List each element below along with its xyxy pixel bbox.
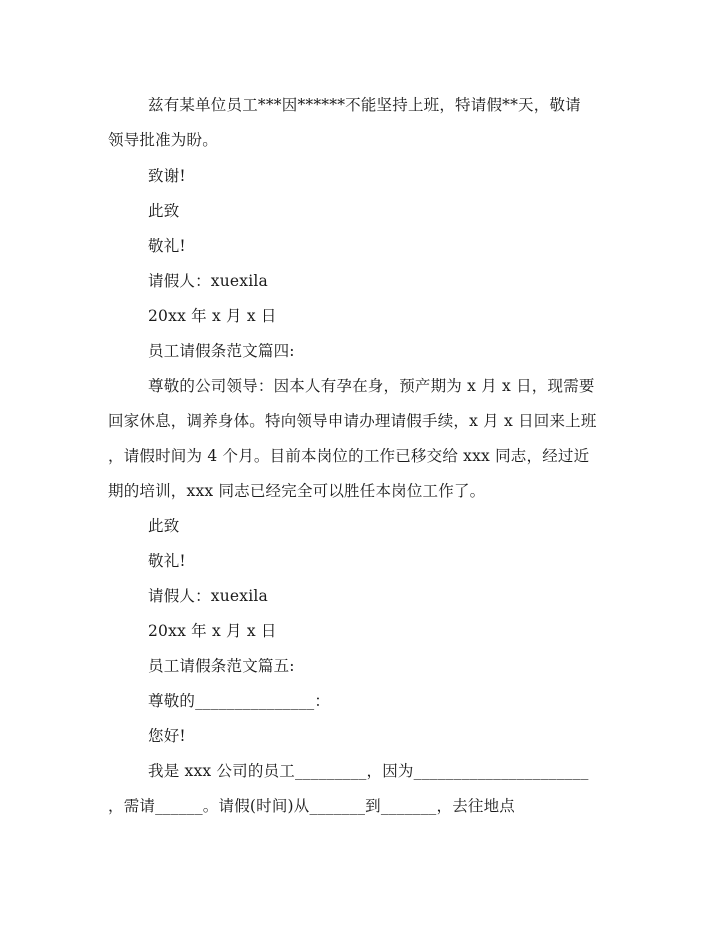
section-heading: 员工请假条范文篇五: xyxy=(148,657,295,675)
paragraph-line: 敬礼! xyxy=(148,237,186,255)
paragraph-line: 此致 xyxy=(148,517,180,535)
paragraph-line: ，需请______。请假(时间)从_______到_______，去往地点 xyxy=(108,797,515,815)
paragraph-line: 尊敬的公司领导：因本人有孕在身，预产期为 x 月 x 日，现需要 xyxy=(148,377,595,395)
paragraph-line: ，请假时间为 4 个月。目前本岗位的工作已移交给 xxx 同志，经过近 xyxy=(108,447,590,465)
section-heading: 员工请假条范文篇四: xyxy=(148,342,295,360)
signature-line: 请假人：xuexila xyxy=(148,272,268,290)
paragraph-line: 领导批准为盼。 xyxy=(108,131,218,149)
paragraph-line: 回家休息，调养身体。特向领导申请办理请假手续，x 月 x 日回来上班 xyxy=(108,412,597,430)
paragraph-line: 我是 xxx 公司的员工_________，因为______________________ xyxy=(148,762,589,780)
salutation-line: 尊敬的_______________： xyxy=(148,692,331,710)
paragraph-line: 期的培训，xxx 同志已经完全可以胜任本岗位工作了。 xyxy=(108,482,486,500)
signature-line: 请假人：xuexila xyxy=(148,587,268,605)
paragraph-line: 敬礼! xyxy=(148,552,186,570)
paragraph-line: 致谢! xyxy=(148,167,186,185)
date-line: 20xx 年 x 月 x 日 xyxy=(148,307,277,325)
greeting-line: 您好! xyxy=(148,727,186,745)
paragraph-line: 此致 xyxy=(148,202,180,220)
date-line: 20xx 年 x 月 x 日 xyxy=(148,622,277,640)
paragraph-line: 兹有某单位员工***因******不能坚持上班，特请假**天，敬请 xyxy=(148,96,581,114)
